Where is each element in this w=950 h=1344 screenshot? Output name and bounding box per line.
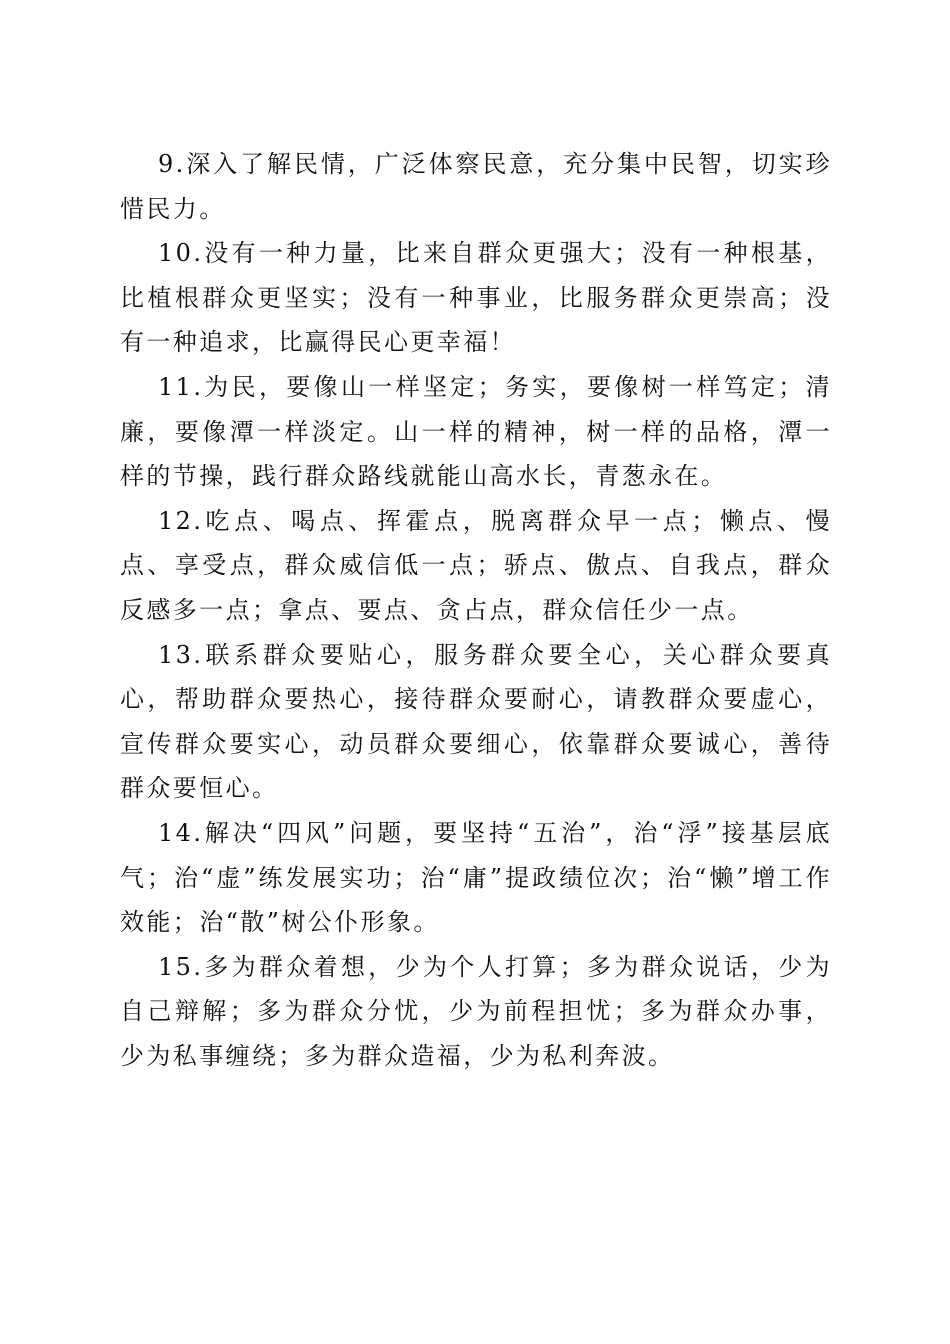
paragraph-9: 9.深入了解民情，广泛体察民意，充分集中民智，切实珍惜民力。 xyxy=(120,150,832,223)
document-body xyxy=(120,142,832,1078)
paragraph-10: 10.没有一种力量，比来自群众更强大；没有一种根基，比植根群众更坚实；没有一种事业，比服务群众更崇高；没有一种追求，比赢得民心更幸福！ xyxy=(120,239,832,357)
paragraph-14: 14.解决“四风”问题，要坚持“五治”，治“浮”接基层底气；治“虚”练发展实功；治“庸”提政绩位次；治“懒”增工作效能；治“散”树公仆形象。 xyxy=(120,818,832,937)
paragraph-12: 12.吃点、喝点、挥霍点，脱离群众早一点；懒点、慢点、享受点，群众威信低一点；骄点、傲点、自我点，群众反感多一点；拿点、要点、贪占点，群众信任少一点。 xyxy=(120,506,832,624)
paragraph-13: 13.联系群众要贴心，服务群众要全心，关心群众要真心，帮助群众要热心，接待群众要耐心，请教群众要虚心，宣传群众要实心，动员群众要细心，依靠群众要诚心，善待群众要恒心。 xyxy=(120,640,832,803)
paragraph-11: 11.为民，要像山一样坚定；务实，要像树一样笃定；清廉，要像潭一样淡定。山一样的精神，树一样的品格，潭一样的节操，践行群众路线就能山高水长，青葱永在。 xyxy=(120,372,832,491)
paragraph-15: 15.多为群众着想，少为个人打算；多为群众说话，少为自己辩解；多为群众分忧，少为前程担忧；多为群众办事，少为私事缠绕；多为群众造福，少为私利奔波。 xyxy=(120,952,832,1070)
